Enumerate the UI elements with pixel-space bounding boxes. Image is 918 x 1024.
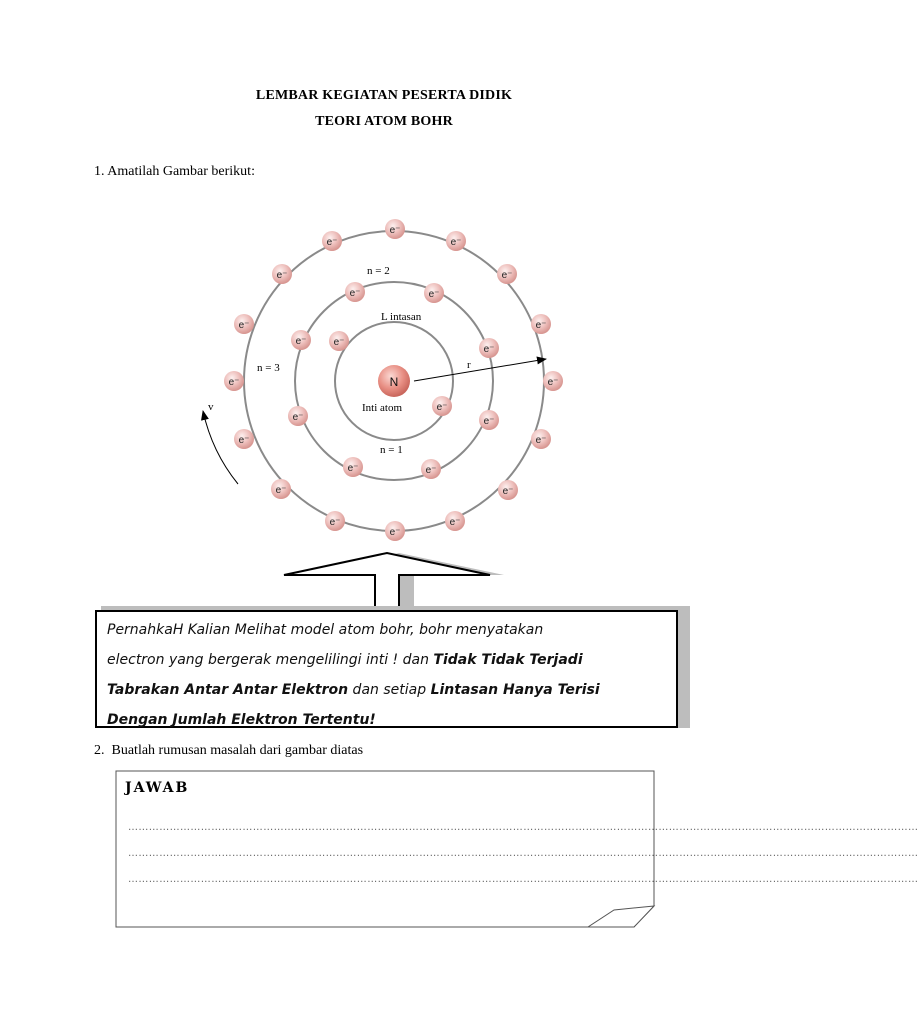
answer-title: JAWAB — [125, 780, 190, 796]
question-text: Amatilah Gambar berikut: — [107, 164, 255, 179]
question-2 — [94, 743, 363, 759]
page-subtitle: TEORI ATOM BOHR — [315, 114, 453, 129]
electron-label: e⁻ — [389, 527, 401, 538]
electron-label: e⁻ — [275, 485, 287, 496]
nucleus-label: N — [389, 375, 399, 389]
electron-label: e⁻ — [449, 517, 461, 528]
electron-label: e⁻ — [228, 377, 240, 388]
electron-label: e⁻ — [349, 288, 361, 299]
electron-label: e⁻ — [483, 344, 495, 355]
info-emphasis: Tabrakan Antar Antar Elektron — [107, 682, 349, 698]
label-n3: n = 3 — [257, 362, 280, 374]
label-n1: n = 1 — [380, 444, 403, 456]
page-title: LEMBAR KEGIATAN PESERTA DIDIK — [255, 88, 513, 103]
electron-label: e⁻ — [238, 435, 250, 446]
electron-label: e⁻ — [428, 289, 440, 300]
label-l-intasan: L intasan — [381, 311, 422, 323]
label-n2: n = 2 — [367, 265, 390, 277]
question-number: 1. — [94, 164, 105, 179]
electron-label: e⁻ — [535, 320, 547, 331]
electron-label: e⁻ — [326, 237, 338, 248]
label-v: v — [208, 401, 214, 413]
electron-label: e⁻ — [502, 486, 514, 497]
electron-label: e⁻ — [547, 377, 559, 388]
electron-label: e⁻ — [483, 416, 495, 427]
electron-label: e⁻ — [292, 412, 304, 423]
electron-label: e⁻ — [389, 225, 401, 236]
electron-label: e⁻ — [501, 270, 513, 281]
velocity-arrow — [203, 411, 238, 484]
electron-label: e⁻ — [276, 270, 288, 281]
electron-label: e⁻ — [436, 402, 448, 413]
answer-line[interactable]: ………………………………………………………………………………………………………………………………………………………………………………………………………… — [128, 822, 918, 833]
label-inti-atom: Inti atom — [362, 402, 403, 414]
electron-label: e⁻ — [535, 435, 547, 446]
info-text: electron yang bergerak mengelilingi inti ! dan — [107, 652, 434, 668]
info-line-3 — [107, 675, 676, 705]
info-line-2 — [107, 645, 676, 675]
answer-line[interactable]: ………………………………………………………………………………………………………………………………………………………………………………………………………… — [128, 874, 918, 885]
electron-label: e⁻ — [238, 320, 250, 331]
info-text: dan setiap — [348, 682, 431, 698]
electron-label: e⁻ — [347, 463, 359, 474]
info-line-4 — [107, 705, 676, 735]
info-emphasis: Lintasan Hanya Terisi — [430, 682, 600, 698]
question-text: Buatlah rumusan masalah dari gambar diatas — [111, 743, 364, 758]
electron-label: e⁻ — [450, 237, 462, 248]
electron-label: e⁻ — [425, 465, 437, 476]
info-box — [95, 610, 678, 728]
info-emphasis: Tidak Tidak Terjadi — [433, 652, 583, 668]
question-number: 2. — [94, 743, 105, 758]
answer-line[interactable]: ………………………………………………………………………………………………………………………………………………………………………………………………………… — [128, 848, 918, 859]
label-r: r — [467, 359, 471, 371]
electron-label: e⁻ — [295, 336, 307, 347]
pointer-arrow — [284, 553, 490, 611]
info-line-1: PernahkaH Kalian Melihat model atom bohr, bohr menyatakan — [107, 622, 544, 638]
radius-arrow — [414, 359, 546, 381]
electron-label: e⁻ — [329, 517, 341, 528]
info-emphasis: Dengan Jumlah Elektron Tertentu! — [107, 712, 376, 728]
electron-label: e⁻ — [333, 337, 345, 348]
